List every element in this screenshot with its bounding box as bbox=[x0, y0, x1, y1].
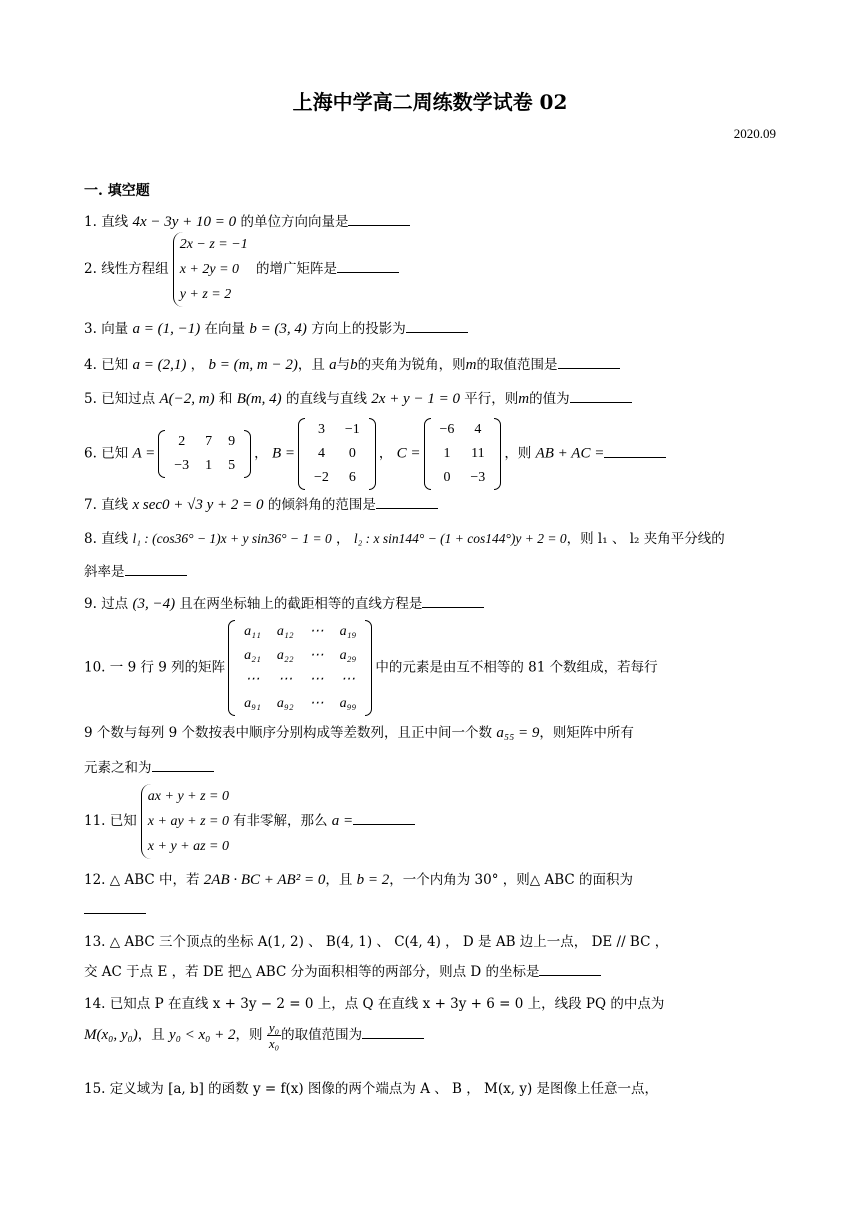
matrix-cell: 0 bbox=[443, 470, 451, 485]
exam-date: 2020.09 bbox=[733, 126, 776, 141]
question-13: 13. △ ABC 三个顶点的坐标 A(1, 2) 、 B(4, 1) 、 C(4, 4) ， D 是 AB 边上一点， DE // BC ， bbox=[84, 934, 669, 950]
answer-blank bbox=[558, 356, 620, 369]
answer-blank bbox=[337, 260, 399, 273]
matrix-cell: −1 bbox=[344, 422, 360, 437]
answer-blank bbox=[539, 963, 601, 976]
question-3: 3. 向量 a = (1, −1) 在向量 b = (3, 4) 方向上的投影为 bbox=[84, 319, 468, 339]
matrix-cell: −6 bbox=[439, 422, 455, 437]
answer-blank bbox=[353, 812, 415, 825]
question-1: 1. 直线 4x − 3y + 10 = 0 的单位方向向量是 bbox=[84, 212, 410, 232]
question-12-line2 bbox=[84, 900, 146, 920]
matrix-cell: 6 bbox=[348, 470, 356, 485]
matrix-row bbox=[432, 442, 494, 466]
question-14: 14. 已知点 P 在直线 x + 3y − 2 = 0 上，点 Q 在直线 x + 3y + 6 = 0 上，线段 PQ 的中点为 bbox=[84, 996, 665, 1012]
answer-blank bbox=[376, 496, 438, 509]
matrix-cell: 4 bbox=[317, 446, 325, 461]
matrix-cell: ⋯ bbox=[340, 672, 355, 687]
matrix-cell: ⋯ bbox=[245, 672, 260, 687]
fraction: $\frac{\text{y₀}}{\text{x₀}}$ bbox=[268, 1020, 280, 1051]
matrix-cell: a₁₂ bbox=[276, 624, 294, 639]
question-9: 9. 过点 (3, −4) 且在两坐标轴上的截距相等的直线方程是 bbox=[84, 594, 484, 614]
question-15: 15. 定义域为 [a, b] 的函数 y = f(x) 图像的两个端点为 A 、 B ， M(x, y) 是图像上任意一点， bbox=[84, 1081, 659, 1097]
answer-blank bbox=[604, 445, 666, 458]
answer-blank bbox=[362, 1026, 424, 1039]
matrix-cell: 1 bbox=[205, 458, 213, 473]
matrix-cell: 1 bbox=[443, 446, 451, 461]
matrix-cell: ⋯ bbox=[278, 672, 293, 687]
matrix-row bbox=[306, 466, 368, 490]
matrix-cell: ⋯ bbox=[309, 672, 324, 687]
question-10-line3: 元素之和为 bbox=[84, 758, 214, 778]
question-8: 8. 直线 l₁ : (cos36° − 1)x + y sin36° − 1 = 0 ， l₂ : x sin144° − (1 + cos144°)y + 2 = 0，则 l₁ 、 l₂ 夹角平分线的 bbox=[84, 531, 725, 547]
matrix-cell: 11 bbox=[471, 446, 485, 461]
answer-blank bbox=[570, 390, 632, 403]
matrix-row bbox=[236, 692, 364, 716]
answer-blank bbox=[422, 595, 484, 608]
matrix-cell: −3 bbox=[174, 458, 190, 473]
matrix-cell: 4 bbox=[474, 422, 482, 437]
question-14-line2: M(x₀, y₀)，且 y₀ < x₀ + 2，则 $\frac{\text{y₀}}{\text{x₀}}$ 的取值范围为 bbox=[84, 1020, 424, 1051]
matrix-9x9 bbox=[228, 620, 372, 716]
answer-blank bbox=[348, 213, 410, 226]
matrix-row bbox=[236, 644, 364, 668]
question-10: 10. 一 9 行 9 列的矩阵 a₁₁ a₁₂ ⋯ a₁₉ a₂₁ a₂₂ ⋯ a₂₉ ⋯ ⋯ ⋯ ⋯ a₉₁ a₉₂ ⋯ a₉₉ 中的元素是由互不相等的 81 个数组成，若每行 bbox=[84, 620, 658, 716]
page-title: 上海中学高二周练数学试卷 02 bbox=[292, 90, 568, 114]
matrix-cell: a₂₉ bbox=[339, 648, 357, 663]
matrix-cell: ⋯ bbox=[309, 648, 324, 663]
matrix-cell: 0 bbox=[348, 446, 356, 461]
question-7: 7. 直线 x sec0 + √3 y + 2 = 0 的倾斜角的范围是 bbox=[84, 495, 438, 515]
answer-blank bbox=[125, 563, 187, 576]
matrix-cell: a₁₉ bbox=[339, 624, 357, 639]
equation-system: 2x − z = −1 x + 2y = 0 y + z = 2 bbox=[173, 232, 248, 307]
matrix-row bbox=[236, 620, 364, 644]
answer-blank bbox=[152, 759, 214, 772]
matrix-cell: 9 bbox=[228, 434, 236, 449]
matrix-cell: 2 bbox=[178, 434, 186, 449]
equation-system: ax + y + z = 0 x + ay + z = 0 x + y + az = 0 bbox=[141, 784, 229, 859]
question-5: 5. 已知过点 A(−2, m) 和 B(m, 4) 的直线与直线 2x + y − 1 = 0 平行，则m的值为 bbox=[84, 389, 632, 409]
question-4: 4. 已知 a = (2,1) ， b = (m, m − 2)，且 a与b的夹角为锐角，则m的取值范围是 bbox=[84, 355, 620, 375]
matrix-cell: ⋯ bbox=[309, 624, 324, 639]
matrix-a bbox=[158, 430, 251, 478]
section-title: 一. 填空题 bbox=[84, 183, 150, 199]
matrix-cell: a₁₁ bbox=[244, 624, 261, 639]
question-2: 2. 线性方程组 2x − z = −1 x + 2y = 0 y + z = 2 的增广矩阵是 bbox=[84, 232, 399, 307]
question-8-line2: 斜率是 bbox=[84, 562, 187, 582]
matrix-cell: a₂₁ bbox=[244, 648, 261, 663]
question-11: 11. 已知 ax + y + z = 0 x + ay + z = 0 x + y + az = 0 有非零解，那么 a = bbox=[84, 784, 415, 859]
question-13-line2: 交 AC 于点 E ，若 DE 把△ ABC 分为面积相等的两部分，则点 D 的坐标是 bbox=[84, 962, 601, 982]
matrix-cell: 5 bbox=[228, 458, 236, 473]
matrix-b bbox=[298, 418, 376, 490]
matrix-row bbox=[166, 430, 243, 454]
question-6: 6. 已知 A = 2 7 9 −3 1 5 ， B = 3 −1 4 0 −2 6 ， C = −6 4 1 11 0 −3 ，则 AB + AC = bbox=[84, 418, 666, 490]
matrix-cell: ⋯ bbox=[309, 696, 324, 711]
question-12: 12. △ ABC 中，若 2AB · BC + AB² = 0，且 b = 2，一个内角为 30° ，则△ ABC 的面积为 bbox=[84, 872, 633, 888]
answer-blank bbox=[84, 901, 146, 914]
matrix-cell: 7 bbox=[205, 434, 213, 449]
matrix-cell: −2 bbox=[314, 470, 329, 485]
question-10-line2: 9 个数与每列 9 个数按表中顺序分别构成等差数列，且正中间一个数 a₅₅ = 9，则矩阵中所有 bbox=[84, 725, 634, 741]
matrix-row bbox=[432, 466, 494, 490]
matrix-cell: −3 bbox=[470, 470, 486, 485]
matrix-cell: a₂₂ bbox=[276, 648, 294, 663]
matrix-row bbox=[432, 418, 494, 442]
matrix-cell: a₉₉ bbox=[339, 696, 357, 711]
matrix-row bbox=[236, 668, 364, 692]
matrix-cell: a₉₂ bbox=[276, 696, 294, 711]
matrix-cell: a₉₁ bbox=[244, 696, 261, 711]
matrix-cell: 3 bbox=[317, 422, 325, 437]
matrix-row bbox=[306, 442, 368, 466]
matrix-row bbox=[166, 454, 243, 478]
matrix-c bbox=[424, 418, 502, 490]
matrix-row bbox=[306, 418, 368, 442]
answer-blank bbox=[406, 320, 468, 333]
